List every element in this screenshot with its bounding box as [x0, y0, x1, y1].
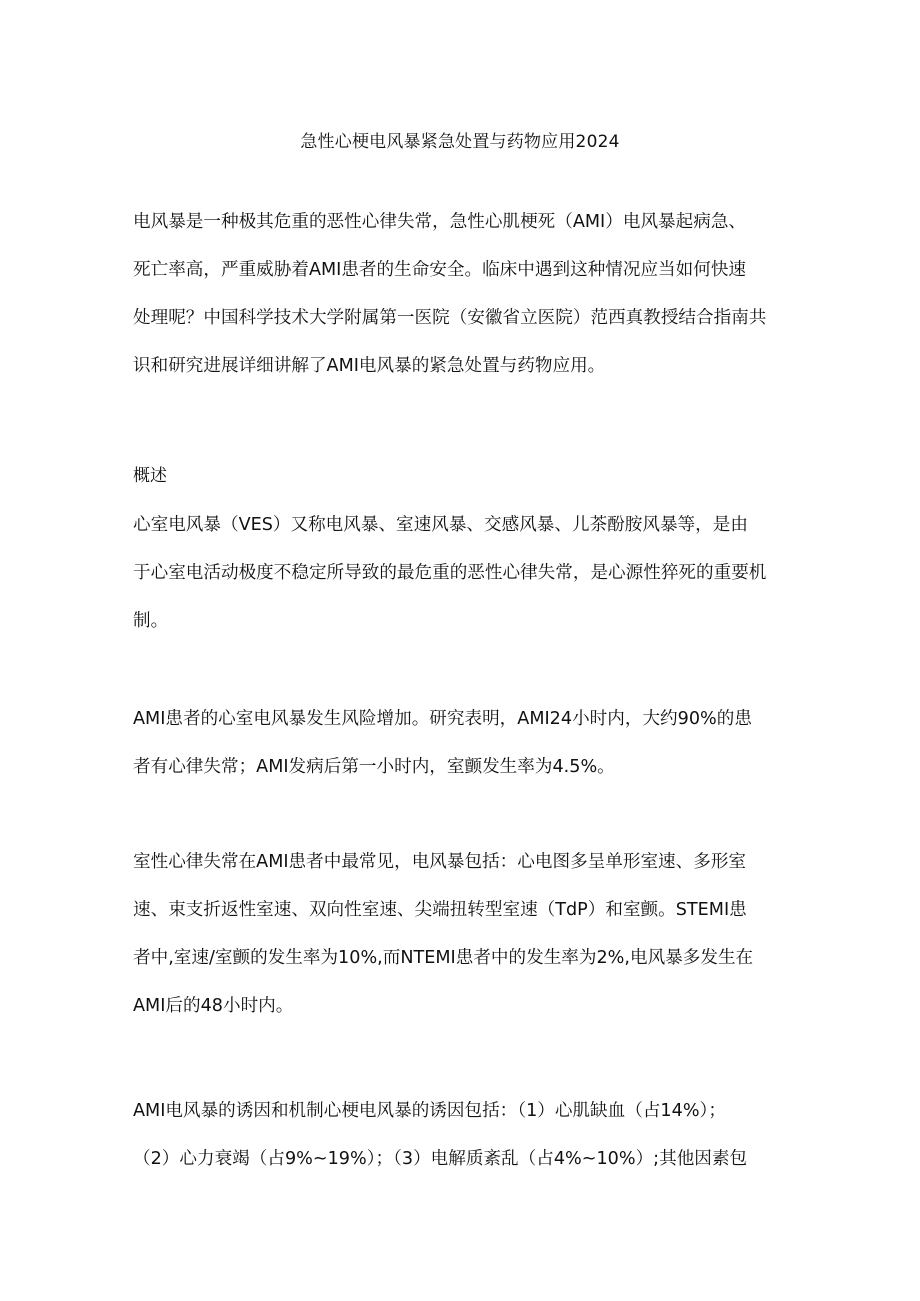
overview-line: 心室电风暴（VES）又称电风暴、室速风暴、交感风暴、儿茶酚胺风暴等，是由 — [133, 515, 748, 535]
overview-paragraph — [133, 501, 797, 645]
section-heading-overview: 概述 — [133, 466, 167, 486]
risk-line: AMI患者的心室电风暴发生风险增加。研究表明，AMI24小时内，大约90%的患 — [133, 709, 752, 729]
types-paragraph — [133, 838, 797, 1030]
risk-line: 者有心律失常；AMI发病后第一小时内，室颤发生率为4.5%。 — [133, 757, 615, 777]
types-line: 速、束支折返性室速、双向性室速、尖端扭转型室速（TdP）和室颤。STEMI患 — [133, 900, 747, 920]
intro-line: 死亡率高，严重威胁着AMI患者的生命安全。临床中遇到这种情况应当如何快速 — [133, 260, 747, 280]
intro-paragraph — [133, 198, 797, 390]
intro-line: 识和研究进展详细讲解了AMI电风暴的紧急处置与药物应用。 — [133, 356, 606, 376]
causes-line: AMI电风暴的诱因和机制心梗电风暴的诱因包括：（1）心肌缺血（占14%）； — [133, 1101, 726, 1121]
document-title: 急性心梗电风暴紧急处置与药物应用2024 — [300, 132, 620, 152]
risk-paragraph — [133, 695, 797, 791]
types-line: 室性心律失常在AMI患者中最常见，电风暴包括：心电图多呈单形室速、多形室 — [133, 852, 747, 872]
overview-line: 制。 — [133, 611, 169, 631]
causes-line: （2）心力衰竭（占9%~19%）；（3）电解质紊乱（占4%~10%）;其他因素包 — [133, 1149, 748, 1169]
intro-line: 电风暴是一种极其危重的恶性心律失常，急性心肌梗死（AMI）电风暴起病急、 — [133, 212, 747, 232]
intro-line: 处理呢？中国科学技术大学附属第一医院（安徽省立医院）范西真教授结合指南共 — [133, 308, 767, 328]
types-line: 者中,室速/室颤的发生率为10%,而NTEMI患者中的发生率为2%,电风暴多发生在 — [133, 948, 754, 968]
types-line: AMI后的48小时内。 — [133, 996, 294, 1016]
causes-paragraph — [133, 1087, 797, 1183]
overview-line: 于心室电活动极度不稳定所导致的最危重的恶性心律失常，是心源性猝死的重要机 — [133, 563, 767, 583]
